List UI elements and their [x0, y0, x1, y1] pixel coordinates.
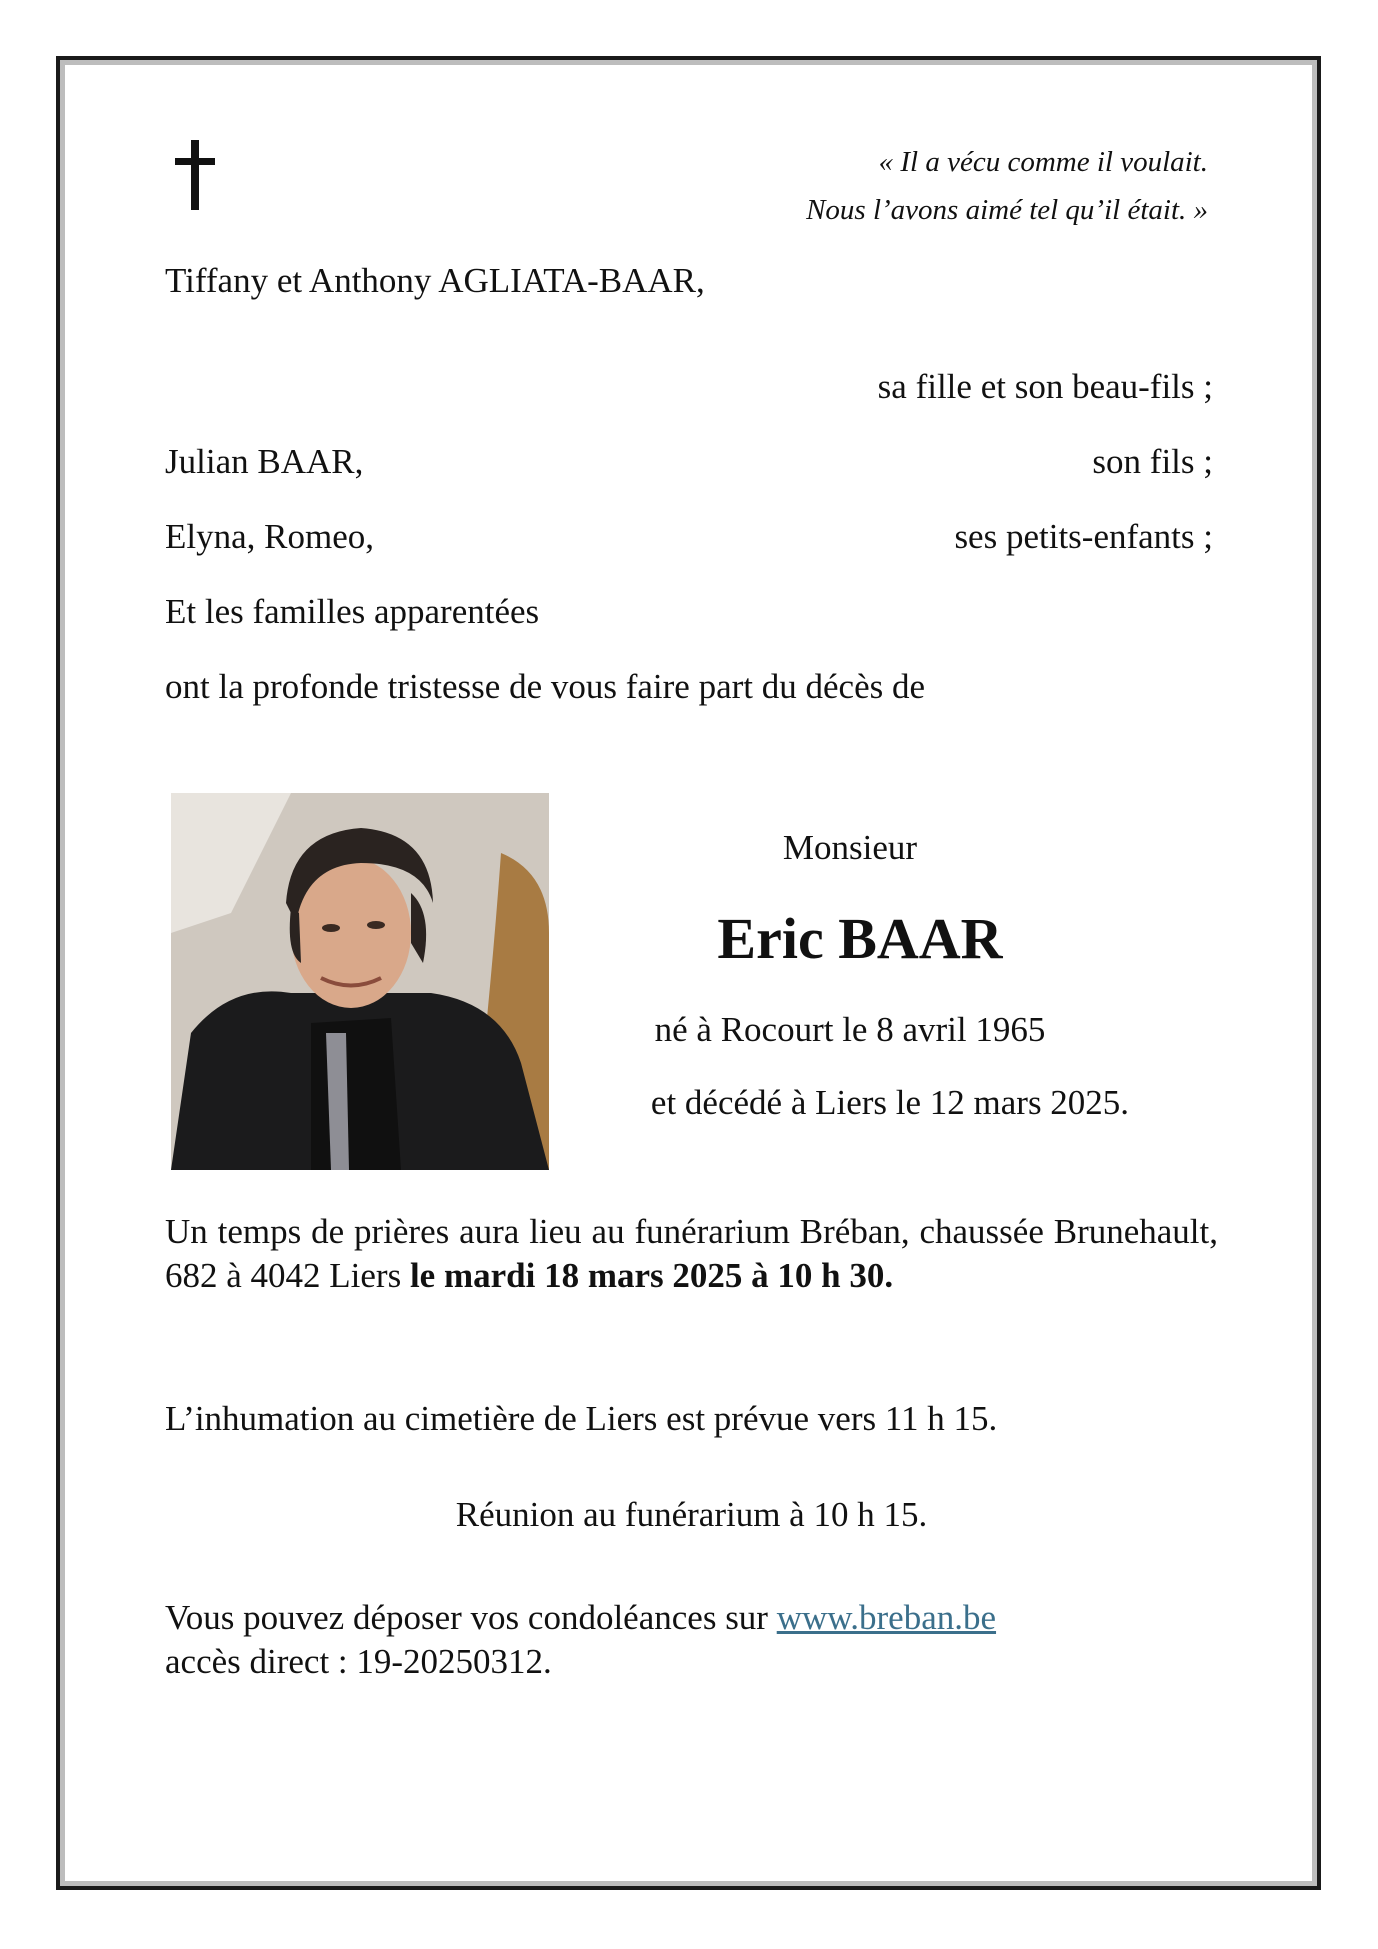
prayer-paragraph — [165, 1210, 1218, 1298]
death-line: et décédé à Liers le 12 mars 2025. — [650, 1083, 1130, 1122]
epitaph-quote — [806, 138, 1208, 234]
deceased-title: Monsieur — [782, 828, 918, 867]
quote-line-1: « Il a vécu comme il voulait. — [878, 146, 1208, 178]
birth-line: né à Rocourt le 8 avril 1965 — [654, 1010, 1046, 1049]
breban-link[interactable]: www.breban.be — [776, 1598, 997, 1637]
burial-line: L’inhumation au cimetière de Liers est prévue vers 11 h 15. — [165, 1399, 998, 1438]
family-relation-2: son fils ; — [1092, 442, 1213, 481]
prayer-text: Un temps de prières aura lieu au funérarium Bréban, chaussée Brunehault, 682 à 4042 Liers — [165, 1212, 1218, 1295]
family-relation-3: ses petits-enfants ; — [954, 517, 1213, 556]
cross-icon — [172, 140, 218, 210]
family-line-3: Elyna, Romeo, — [165, 517, 374, 556]
access-code: accès direct : 19-20250312. — [165, 1642, 552, 1681]
portrait-photo — [171, 793, 549, 1170]
quote-line-2: Nous l’avons aimé tel qu’il était. » — [806, 194, 1208, 226]
family-line-4: Et les familles apparentées — [165, 592, 540, 631]
family-line-1: Tiffany et Anthony AGLIATA-BAAR, — [165, 261, 705, 300]
family-line-2: Julian BAAR, — [165, 442, 364, 481]
condolences-text: Vous pouvez déposer vos condoléances sur — [165, 1598, 777, 1637]
meeting-line: Réunion au funérarium à 10 h 15. — [455, 1495, 928, 1534]
announcement-line: ont la profonde tristesse de vous faire part du décès de — [165, 667, 926, 706]
deceased-name: Eric BAAR — [717, 906, 1003, 971]
condolences-paragraph — [165, 1596, 1218, 1684]
family-relation-1: sa fille et son beau-fils ; — [877, 367, 1213, 406]
prayer-date: le mardi 18 mars 2025 à 10 h 30. — [409, 1256, 894, 1295]
